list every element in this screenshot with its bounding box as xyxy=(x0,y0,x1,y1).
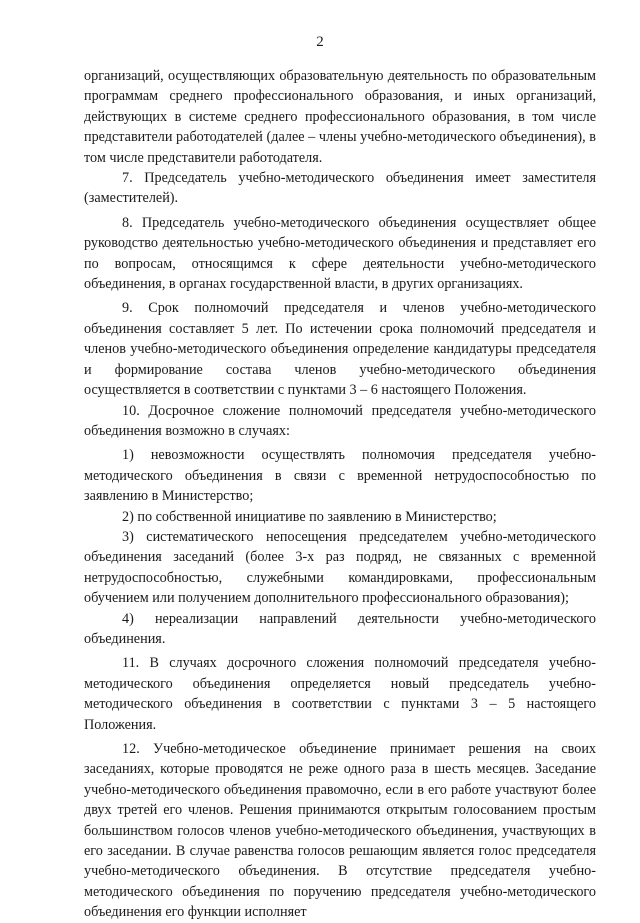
paragraph-item-10: 10. Досрочное сложение полномочий председателя учебно-методического объединения возможно в случаях: xyxy=(84,402,596,439)
paragraph-subitem-10-3: 3) систематического непосещения председателем учебно-методического объединения заседаний (более 3-х раз подряд, не связанных с временной нетрудоспособностью, служебными командировками, профессиональным обучением или получением дополнительного профессионального образования); xyxy=(84,528,596,607)
paragraph-item-8: 8. Председатель учебно-методического объединения осуществляет общее руководство деятельностью учебно-методического объединения и представляет его по вопросам, относящимся к сфере деятельности учебно-методического объединения, в органах государственной власти, в других организациях. xyxy=(84,214,596,293)
page-number: 2 xyxy=(316,34,324,50)
paragraph-continuation: организаций, осуществляющих образовательную деятельность по образовательным программам среднего профессионального образования, и иных организаций, действующих в системе среднего профессионального образования, в том числе представители работодателей (далее – члены учебно-методического объединения), в том числе представители работодателя. xyxy=(84,68,596,166)
paragraph-item-7: 7. Председатель учебно-методического объединения имеет заместителя (заместителей). xyxy=(84,170,596,207)
document-body xyxy=(84,66,596,923)
paragraph-subitem-10-4: 4) нереализации направлений деятельности учебно-методического объединения. xyxy=(84,610,596,647)
paragraph-item-9: 9. Срок полномочий председателя и членов учебно-методического объединения составляет 5 лет. По истечении срока полномочий председателя и членов учебно-методического объединения определение кандидатуры председателя и формирование состава членов учебно-методического объединения осуществляется в соответствии с пунктами 3 – 6 настоящего Положения. xyxy=(84,300,596,399)
paragraph-subitem-10-2: 2) по собственной инициативе по заявлению в Министерство; xyxy=(122,508,497,525)
paragraph-item-12: 12. Учебно-методическое объединение принимает решения на своих заседаниях, которые проводятся не реже одного раза в шесть месяцев. Заседание учебно-методического объединения правомочно, если в его работе участвуют более двух третей его членов. Решения принимаются открытым голосованием простым большинством голосов членов учебно-методического объединения, участвующих в его заседании. В случае равенства голосов решающим является голос председателя учебно-методического объединения. В отсутствие председателя учебно-методического объединения по поручению председателя учебно-методического объединения его функции исполняет xyxy=(84,741,596,921)
paragraph-item-11: 11. В случаях досрочного сложения полномочий председателя учебно-методического объединения определяется новый председатель учебно-методического объединения в соответствии с пунктами 3 – 5 настоящего Положения. xyxy=(84,655,596,733)
paragraph-subitem-10-1: 1) невозможности осуществлять полномочия председателя учебно-методического объединения в связи с временной нетрудоспособностью по заявлению в Министерство; xyxy=(84,447,596,505)
